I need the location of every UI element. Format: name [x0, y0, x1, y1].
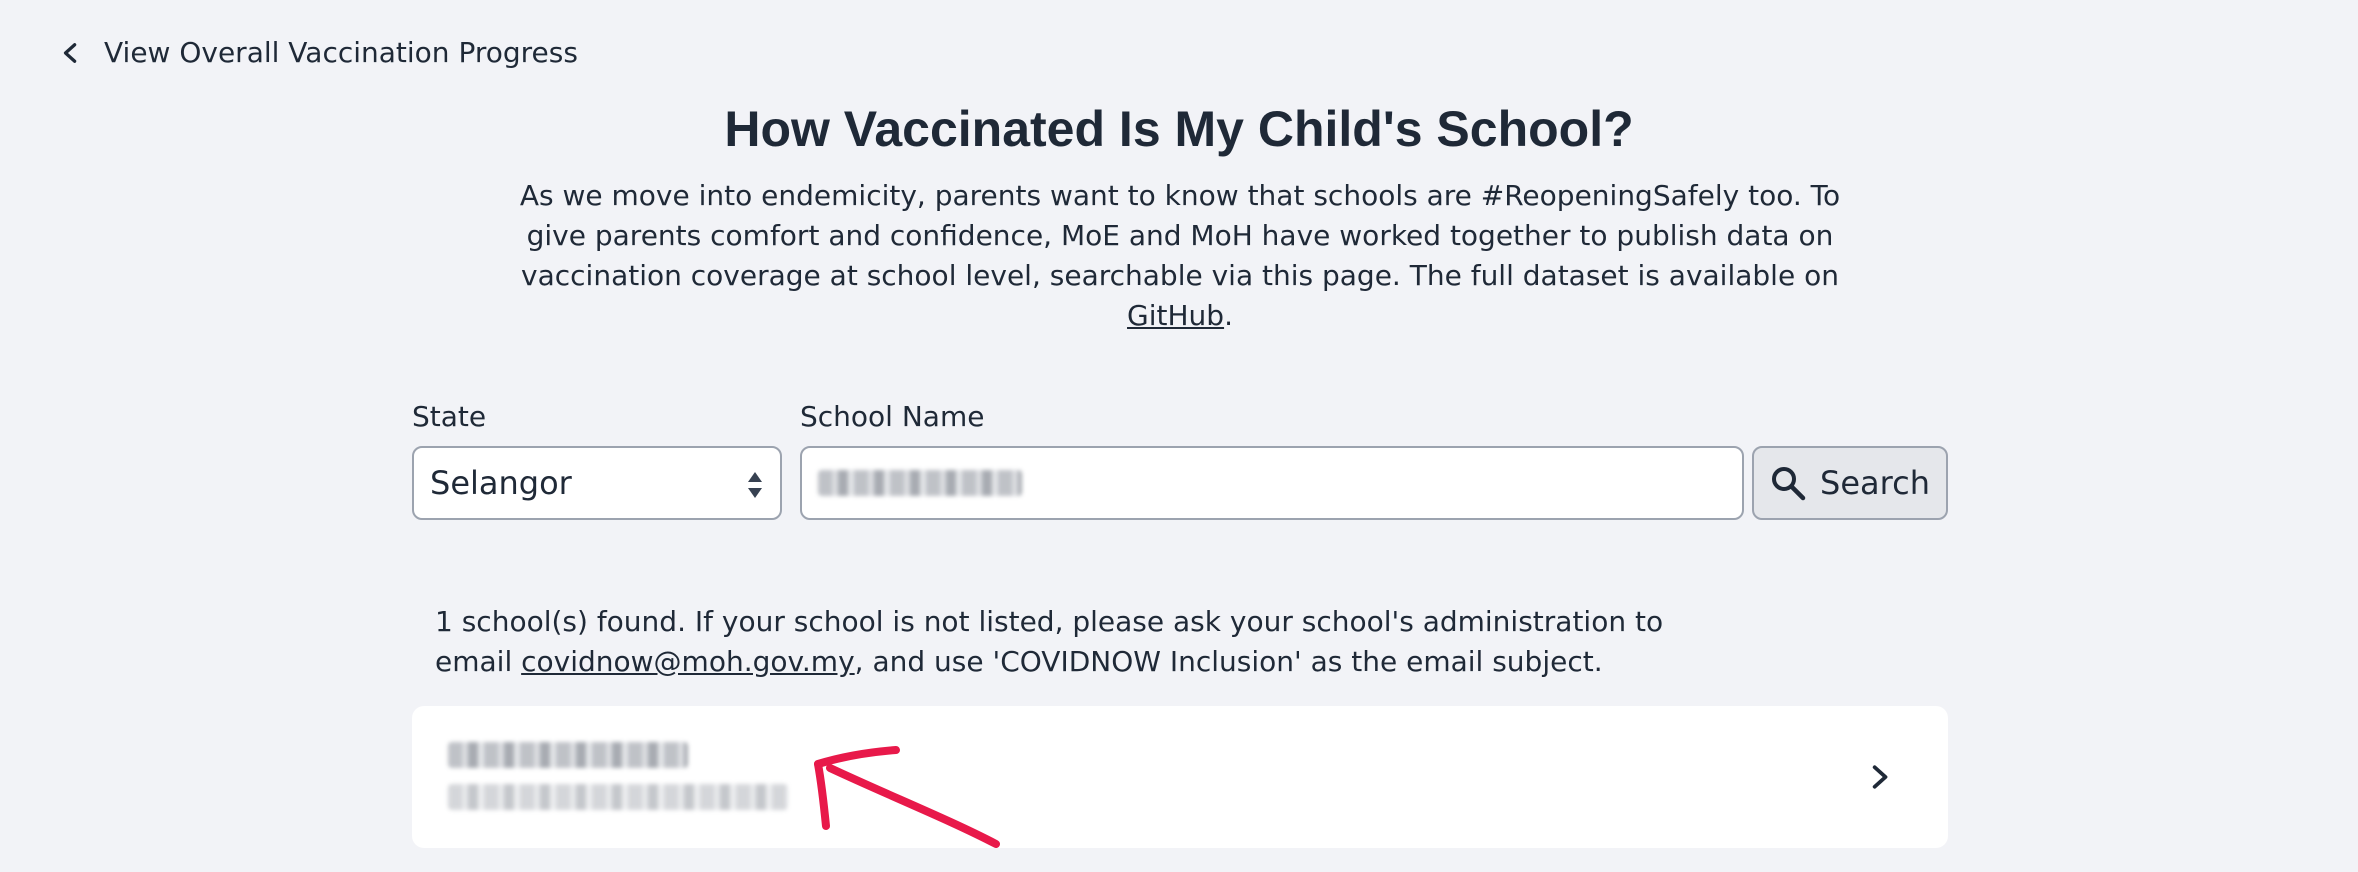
page-title: How Vaccinated Is My Child's School? [724, 101, 1634, 157]
school-name-value-redacted [818, 470, 1022, 496]
state-select-value: Selangor [430, 464, 572, 502]
results-message [435, 602, 1735, 682]
description-period: . [1224, 299, 1233, 332]
description-text: As we move into endemicity, parents want to know that schools are #ReopeningSafely too. To give parents comfort and confidence, MoE and MoH have worked together to publish data on vaccination coverage at school level, searchable via this page. The full dataset is available on [519, 179, 1841, 292]
red-arrow-annotation [800, 740, 1020, 850]
school-result-name-redacted [448, 742, 688, 768]
results-message-prefix: 1 school(s) found. If your school is not listed, please ask your school's administration to email [435, 605, 1664, 678]
page-description [515, 176, 1845, 336]
email-link[interactable]: covidnow@moh.gov.my [521, 645, 855, 678]
school-name-input[interactable] [800, 446, 1744, 520]
up-down-arrows-icon [746, 470, 764, 500]
chevron-left-icon [60, 42, 82, 64]
chevron-right-icon [1866, 764, 1892, 790]
github-link[interactable]: GitHub [1127, 299, 1225, 332]
back-link[interactable] [60, 36, 578, 69]
state-label: State [412, 400, 487, 433]
magnifier-icon [1770, 465, 1806, 501]
school-name-label: School Name [800, 400, 985, 433]
state-select[interactable] [412, 446, 782, 520]
search-button[interactable] [1752, 446, 1948, 520]
school-result-card[interactable] [412, 706, 1948, 848]
search-button-label: Search [1820, 464, 1930, 502]
results-message-suffix: , and use 'COVIDNOW Inclusion' as the email subject. [854, 645, 1603, 678]
back-link-label: View Overall Vaccination Progress [104, 36, 578, 69]
school-result-address-redacted [448, 784, 788, 810]
